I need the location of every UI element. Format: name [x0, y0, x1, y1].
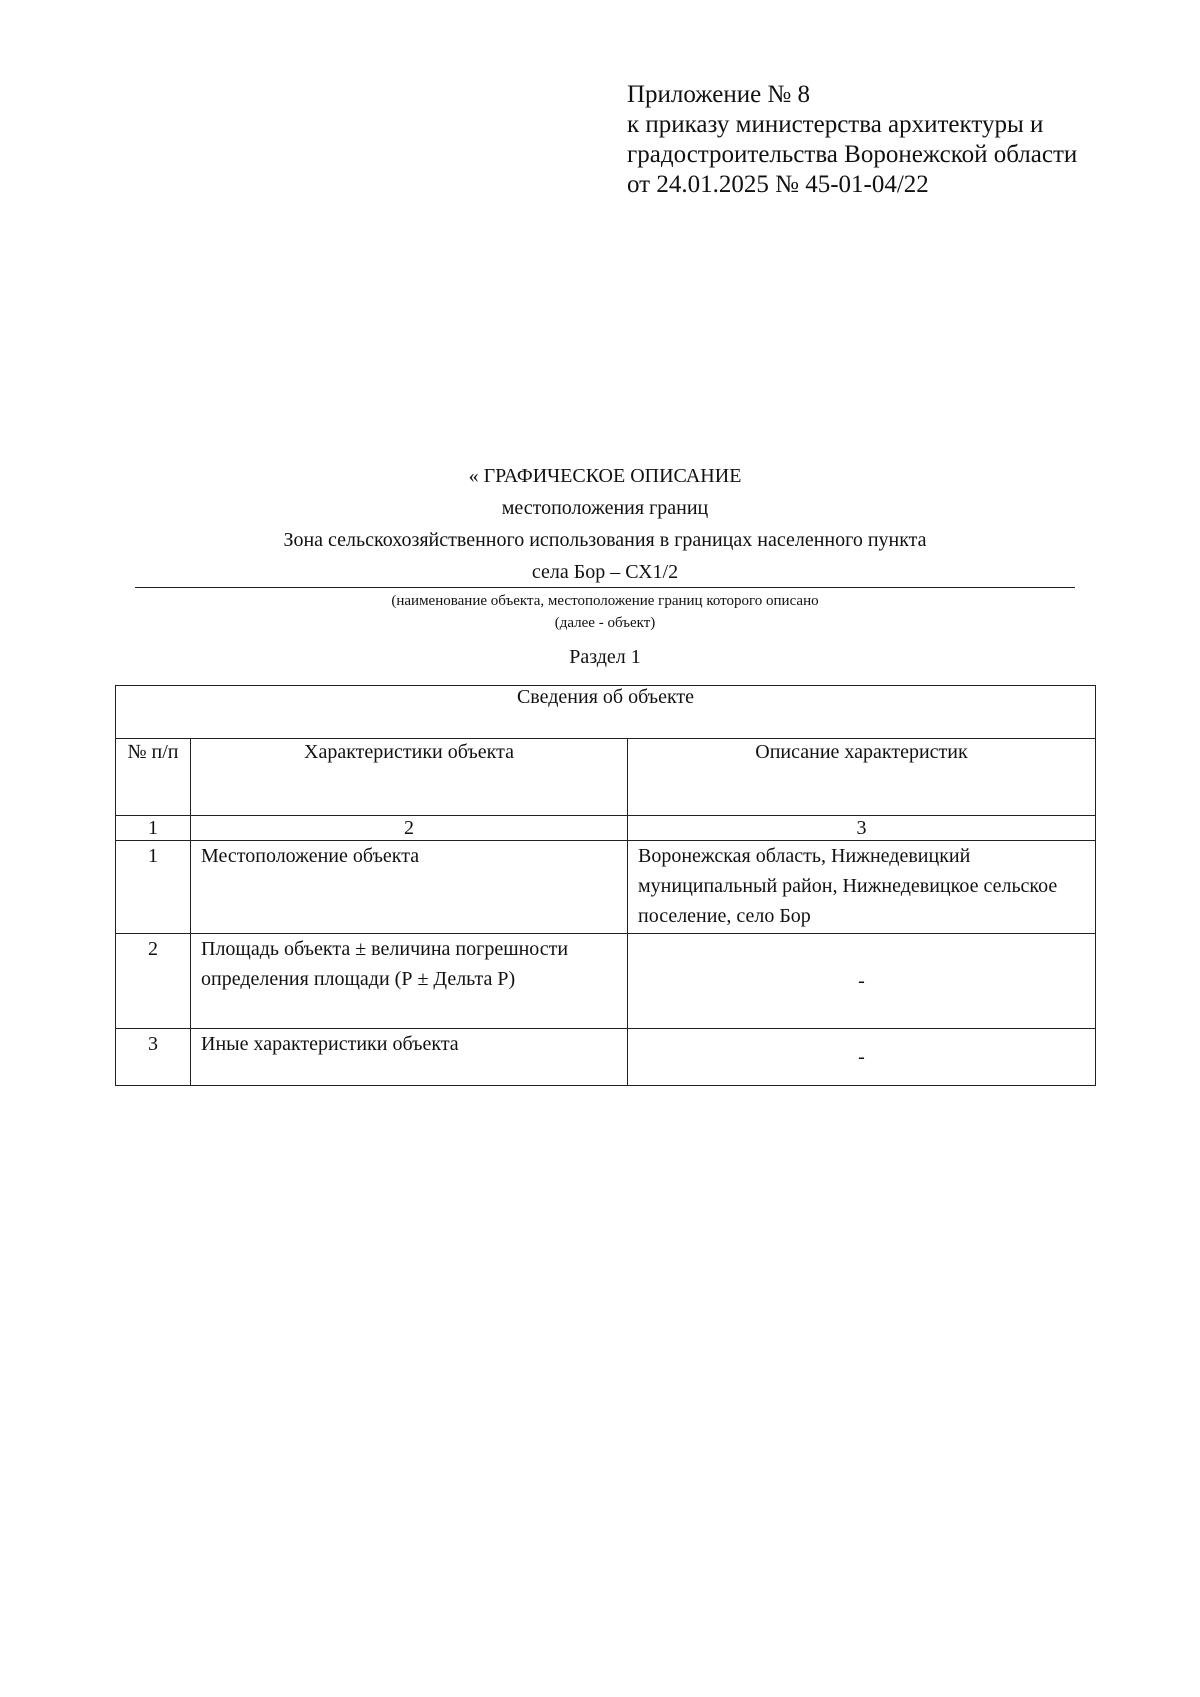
table-row [116, 841, 1096, 934]
appendix-header [627, 80, 1167, 200]
row-num: 1 [116, 841, 191, 934]
column-number: 2 [191, 816, 628, 841]
column-number: 3 [628, 816, 1096, 841]
section-label: Раздел 1 [569, 646, 641, 668]
zone-name-line1: Зона сельскохозяйственного использования в границах населенного пункта [283, 529, 927, 551]
object-caption-line1: (наименование объекта, местоположение границ которого описано [391, 593, 819, 609]
header-num: № п/п [116, 739, 191, 816]
column-number: 1 [116, 816, 191, 841]
appendix-date-line: от 24.01.2025 № 45-01-04/22 [627, 171, 929, 198]
object-info-table [115, 685, 1096, 1086]
row-num: 3 [116, 1029, 191, 1086]
table-caption: Сведения об объекте [116, 686, 1096, 739]
row-characteristic: Местоположение объекта [191, 841, 628, 934]
object-caption-line2: (далее - объект) [554, 615, 656, 631]
document-title-block [130, 460, 1080, 670]
table-row [116, 1029, 1096, 1086]
table-row [116, 934, 1096, 1029]
zone-name-underline [135, 556, 1075, 588]
appendix-ministry-line: градостроительства Воронежской области [627, 141, 1078, 168]
zone-name-line2: села Бор – СХ1/2 [531, 561, 679, 583]
appendix-order-line: к приказу министерства архитектуры и [627, 111, 1044, 138]
header-description: Описание характеристик [628, 739, 1096, 816]
row-description: Воронежская область, Нижнедевицкий муниципальный район, Нижнедевицкое сельское поселение, село Бор [628, 841, 1096, 934]
table-caption-row [116, 686, 1096, 739]
object-caption [130, 590, 1080, 634]
row-num: 2 [116, 934, 191, 1029]
appendix-number: Приложение № 8 [627, 81, 811, 108]
document-subtitle: местоположения границ [501, 497, 709, 519]
row-description: - [628, 934, 1096, 1029]
row-description: - [628, 1029, 1096, 1086]
row-characteristic: Иные характеристики объекта [191, 1029, 628, 1086]
table-header-row [116, 739, 1096, 816]
header-characteristics: Характеристики объекта [191, 739, 628, 816]
document-title: « ГРАФИЧЕСКОЕ ОПИСАНИЕ [468, 465, 742, 487]
row-characteristic: Площадь объекта ± величина погрешности определения площади (Р ± Дельта Р) [191, 934, 628, 1029]
column-number-row [116, 816, 1096, 841]
